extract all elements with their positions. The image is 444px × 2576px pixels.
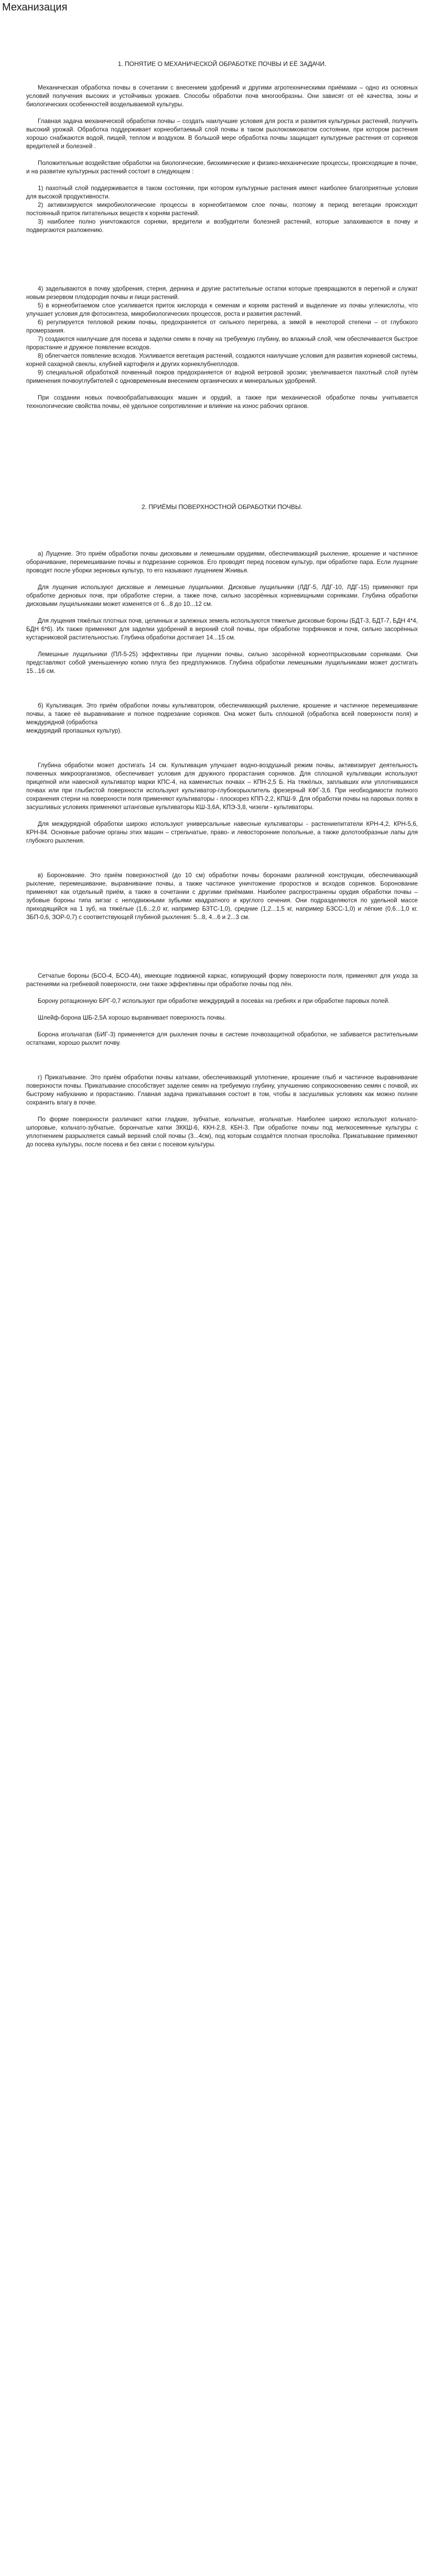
list-item: 3) наиболее полно уничтожаются сорняки, вредители и возбудители болезней растений, которые запахиваются в почву и подвергаются разложению. [26, 218, 418, 234]
section-1-title: 1. ПОНЯТИЕ О МЕХАНИЧЕСКОЙ ОБРАБОТКЕ ПОЧВЫ И ЕЁ ЗАДАЧИ. [117, 60, 327, 68]
paragraph: Главная задача механической обработки почвы – создать наилучшие условия для роста и развития культурных растений, получить высокий урожай. Обработка поддерживает корнеобитаемый слой почвы в таком рыхлокомковатом состоянии, при котором растения хорошо снабжаются водой, пищей, теплом и воздухом. В большой мере обработка почвы защищает культурные растения от сорняков вредителей и болезней . [26, 118, 418, 150]
paragraph: Для лущения тяжёлых плотных почв, целинных и залежных земель используются тяжелые дисковые бороны (БДТ-3, БДТ-7, БДН 4*4, БДН 6*6). Их также применяют для заделки удобрений в верхний слой почвы, при обработке торфяников и почв, сильно засорённых кустарниковой растительностью. Глубина обработки достигает 14...15 см. [26, 617, 418, 641]
paragraph: Шлейф-борона ШБ-2,5А хорошо выравнивает поверхность почвы. [38, 1014, 226, 1021]
paragraph: междурядий пропашных культур). [26, 727, 122, 734]
list-item: 7) создаются наилучшие для посева и заделки семян в почву на требуемую глубину, во влажный слой, чем обеспечивается быстрое прорастание и дружное появление всходов. [26, 336, 418, 351]
paragraph: Борона игольчатая (БИГ-3) применяется для рыхления почвы в системе почвозащитной обработки, не забивается растительными остатками, хорошо рыхлит почву. [26, 1031, 418, 1046]
paragraph: Борону ротационную БРГ-0,7 используют при обработке междурядий в посевах на гребнях и при обработке паровых полей. [38, 998, 390, 1004]
list-item: 4) заделываются в почву удобрения, стерня, дернина и другие растительные остатки которые превращаются в перегной и служат новым резервом плодородия почвы и пищи растений. [26, 285, 418, 301]
paragraph: Глубина обработки может достигать 14 см. Культивация улучшает водно-воздушный режим почвы, активизирует деятельность почвенных микроорганизмов, обеспечивает условия для дружного прорастания сорняков. Для сплошной культивации используют прицепной или навесной культиватор марки КПС-4, на каменистых почвах – КПН-2,5 Б. На тяжёлых, заплывших или уплотнившихся почвах или при глыбистой поверхности используют культиватор-глубокорыхлитель фрезерный КФГ-3,6. При необходимости полного сохранения стерни на поверхности поля применяют культиваторы - плоскорез КПП-2,2, КПШ-9. Для обработки почвы на паровых полях в засушливых условиях применяют штанговые культиваторы КШ-3,6А, КПЭ-3,8, чизели - культиваторы. [26, 762, 418, 811]
paragraph: Для лущения используют дисковые и лемешные лущильники. Дисковые лущильники (ЛДГ-5, ЛДГ-10, ЛДГ-15) применяют при обработке дерновых почв, при обработке стерни, а также почв, сильно засорённых корневищными сорняками. Глубина обработки дисковыми лущильниками может изменятся от 6...8 до 10...12 см. [26, 584, 418, 607]
list-item: 8) облегчается появление всходов. Усиливается вегетация растений, создаются наилучшие условия для развития корневой системы, корней сахарной свеклы, клубней картофеля и других корнеклубнеплодов. [26, 352, 418, 368]
list-item: 1) пахотный слой поддерживается в таком состоянии, при котором культурные растения имеют наиболее благоприятные условия для высокой продуктивности. [26, 185, 418, 200]
paragraph: При создании новых почвообрабатывающих машин и орудий, а также при механической обработке почвы учитывается технологические свойства почвы, её удельное сопротивление и влияние на износ рабочих органов. [26, 394, 418, 410]
section-2-title: 2. ПРИЁМЫ ПОВЕРХНОСТНОЙ ОБРАБОТКИ ПОЧВЫ. [142, 503, 302, 511]
list-item: 5) в корнеобитаемом слое усиливается приток кислорода к семенам и корням растений и выделение из почвы углекислоты, что улучшает условия для фотосинтеза, микробиологических процессов, роста и развития растений. [26, 302, 418, 317]
document-body [0, 14, 444, 1149]
paragraph: Сетчатые бороны (БСО-4, БСО-4А), имеющие подвижной каркас, копирующий форму поверхности поля, применяют для ухода за растениями на гребневой поверхности, они также эффективны при обработке почвы под лён. [26, 972, 418, 988]
paragraph: в) Боронование. Это приём поверхностной (до 10 см) обработки почвы боронами различной конструкции, обеспечивающий рыхление, перемешивание, выравнивание почвы, а также частичное уничтожение проростков и всходов сорняков. Боронование применяют как отдельный приём, а также в сочетании с другими приёмами. Наиболее распространены орудия обработки почвы – зубовые бороны типа зигзаг с неподвижными зубьями квадратного и круглого сечения. Они подразделяются по удельной массе приходящийся на 1 зуб, на тяжёлые (1,6...2,0 кг, например БЗТС-1,0), средние (1,2...1,5 кг, например БЗСС-1,0) и лёгкие (0,6...1,0 кг. ЗБП-0,6, ЗОР-0,7) с соответствующей глубиной рыхления: 5...8, 4...6 и 2...3 см. [26, 872, 418, 921]
list-item: 9) специальной обработкой почвенный покров предохраняется от водной ветровой эрозии; увеличивается пахотный слой путём применения почвоуглубителей с одновременным внесением органических и минеральных удобрений. [26, 369, 418, 384]
list-item: 2) активизируются микробиологические процессы в корнеобитаемом слое почвы, поэтому в период вегетации происходит постоянный приток питательных веществ к корням растений. [26, 202, 418, 217]
page-title: Механизация [2, 2, 68, 13]
paragraph: Механическая обработка почвы в сочетании с внесением удобрений и другими агротехническими приёмами – одно из основных условий получения высоких и устойчивых урожаев. Способы обработки почв многообразны. Они зависят от её качества, зоны и биологических особенностей возделываемой культуры. [26, 84, 418, 108]
paragraph: г) Прикатывание. Это приём обработки почвы катками, обеспечивающий уплотнение, крошение глыб и частичное выравнивание поверхности почвы. Прикатывание способствует заделке семян на требуемую глубину, улучшению соприкосновению семян с почвой, их быстрому набуханию и прорастанию. Главная задача прикатывания состоит в том, чтобы в засушливых условиях как можно полнее сохранить влагу в почве. [26, 1074, 418, 1106]
paragraph: б) Культивация. Это приём обработки почвы культиватором, обеспечивающий рыхление, крошение и частичное перемешивание почвы, а также её выравнивание и полное подрезание сорняков. Она может быть сплошной (обработка всей поверхности поля) и междурядной (обработка [26, 702, 418, 726]
paragraph: Для междурядной обработки широко используют универсальные навесные культиваторы - растениепитатели КРН-4,2, КРН-5,6, КРН-84. Основные рабочие органы этих машин – стрельчатые, право- и левосторонние полольные, а также долотообразные лапы для глубокого рыхления. [26, 821, 418, 844]
paragraph: По форме поверхности различают катки гладкие, зубчатые, кольчатые, игольчатые. Наиболее широко используют кольчато-шпоровые, кольчато-зубчатые, борончатые катки ЗККШ-6, ККН-2,8, КБН-3. При обработке почвы под мелкосемянные культуры с уплотнением разрыхляется самый верхний слой почвы (3...4см), под которым создаётся плотная прослойка. Прикатывание применяют до посева культуры, после посева и без связи с посевом культуры. [26, 1116, 418, 1148]
page [0, 0, 444, 1149]
list-item: 6) регулируется тепловой режим почвы, предохраняется от сильного перегрева, а зимой в некоторой степени – от глубокого промерзания. [26, 319, 418, 334]
paragraph: Положительные воздействие обработки на биологические, биохимические и физико-механические процессы, происходящие в почве, и на развитие культурных растений состоит в следующем : [26, 160, 418, 175]
paragraph: а) Лущение. Это приём обработки почвы дисковыми и лемешными орудиями, обеспечивающий рыхление, крошение и частичное оборачивание, перемешивание почвы и подрезание сорняков. Его проводят перед посевом культур, при обработке пара. Если лущение проводят после уборки зерновых культур, то его называют лущением Жнивья. [26, 550, 418, 574]
paragraph: Лемешные лущильники (ПЛ-5-25) эффективны при лущении почвы, сильно засорённой корнеотпрысковыми сорняками. Они представляют собой уменьшенную копию плуга без предплужников. Глубина обработки лемешными лущильниками может достигать 15...16 см. [26, 651, 418, 675]
